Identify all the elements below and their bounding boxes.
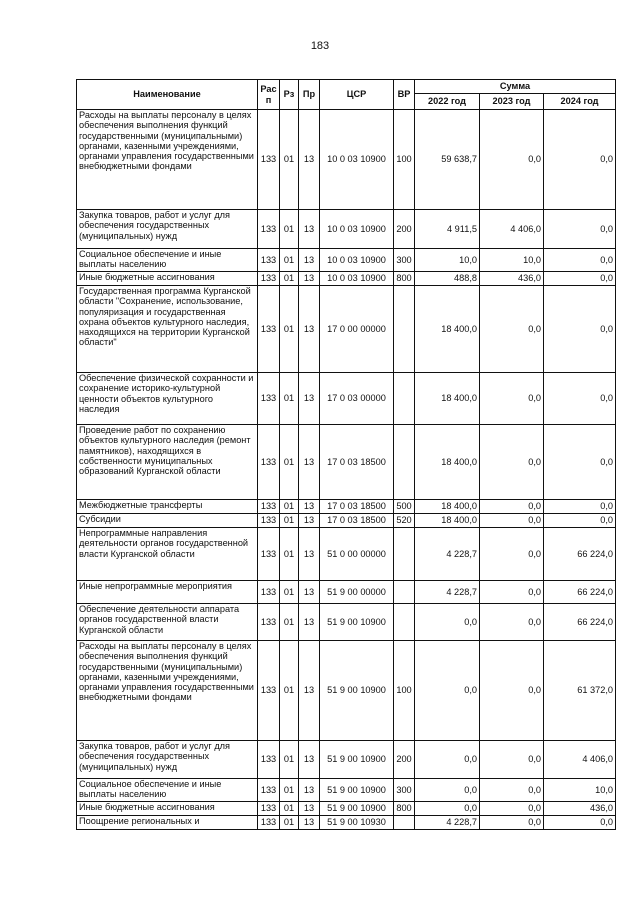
row-sum-2022: 18 400,0	[415, 373, 480, 425]
row-rz: 01	[280, 373, 299, 425]
row-sum-2023: 0,0	[480, 286, 544, 373]
row-pr: 13	[299, 604, 320, 641]
row-name: Иные бюджетные ассигнования	[77, 802, 258, 816]
row-sum-2023: 436,0	[480, 272, 544, 286]
table-row	[77, 425, 616, 500]
row-sum-2023: 0,0	[480, 581, 544, 604]
row-sum-2023: 0,0	[480, 500, 544, 514]
row-rasp: 133	[258, 581, 280, 604]
header-pr: Пр	[299, 80, 320, 110]
header-vr: ВР	[394, 80, 415, 110]
row-vr: 100	[394, 110, 415, 210]
table-row	[77, 604, 616, 641]
row-name: Социальное обеспечение и иные выплаты населению	[77, 779, 258, 802]
row-name: Иные бюджетные ассигнования	[77, 272, 258, 286]
row-vr	[394, 286, 415, 373]
row-sum-2023: 0,0	[480, 741, 544, 779]
row-rasp: 133	[258, 272, 280, 286]
row-pr: 13	[299, 286, 320, 373]
row-sum-2023: 0,0	[480, 514, 544, 528]
row-vr	[394, 373, 415, 425]
row-sum-2024: 66 224,0	[544, 604, 616, 641]
row-sum-2023: 0,0	[480, 779, 544, 802]
row-csr: 17 0 03 18500	[320, 500, 394, 514]
row-name: Закупка товаров, работ и услуг для обеспечения государственных (муниципальных) нужд	[77, 210, 258, 249]
row-sum-2024: 0,0	[544, 249, 616, 272]
row-sum-2023: 0,0	[480, 528, 544, 581]
table-row	[77, 373, 616, 425]
row-rasp: 133	[258, 373, 280, 425]
row-csr: 51 9 00 10900	[320, 641, 394, 741]
row-csr: 51 9 00 10900	[320, 779, 394, 802]
row-sum-2023: 0,0	[480, 110, 544, 210]
row-sum-2022: 10,0	[415, 249, 480, 272]
row-pr: 13	[299, 641, 320, 741]
header-2023: 2023 год	[480, 94, 544, 110]
row-rasp: 133	[258, 110, 280, 210]
row-vr: 800	[394, 802, 415, 816]
row-sum-2024: 436,0	[544, 802, 616, 816]
row-rasp: 133	[258, 425, 280, 500]
row-vr	[394, 816, 415, 830]
row-sum-2023: 0,0	[480, 816, 544, 830]
row-csr: 17 0 03 18500	[320, 514, 394, 528]
row-name: Проведение работ по сохранению объектов культурного наследия (ремонт памятников), находящихся в собственности муниципальных образований Курганской области	[77, 425, 258, 500]
row-sum-2023: 0,0	[480, 425, 544, 500]
row-rasp: 133	[258, 286, 280, 373]
row-pr: 13	[299, 272, 320, 286]
row-sum-2024: 0,0	[544, 816, 616, 830]
row-sum-2024: 0,0	[544, 286, 616, 373]
row-sum-2024: 0,0	[544, 210, 616, 249]
row-sum-2024: 0,0	[544, 425, 616, 500]
budget-table	[76, 79, 616, 830]
row-sum-2023: 0,0	[480, 373, 544, 425]
table-row	[77, 581, 616, 604]
row-sum-2024: 66 224,0	[544, 581, 616, 604]
row-csr: 10 0 03 10900	[320, 110, 394, 210]
row-name: Социальное обеспечение и иные выплаты населению	[77, 249, 258, 272]
row-sum-2024: 0,0	[544, 110, 616, 210]
row-rasp: 133	[258, 500, 280, 514]
row-rz: 01	[280, 816, 299, 830]
row-pr: 13	[299, 500, 320, 514]
row-pr: 13	[299, 249, 320, 272]
row-csr: 51 9 00 10930	[320, 816, 394, 830]
row-vr: 200	[394, 741, 415, 779]
row-rasp: 133	[258, 779, 280, 802]
row-pr: 13	[299, 816, 320, 830]
table-row	[77, 741, 616, 779]
row-sum-2024: 0,0	[544, 500, 616, 514]
row-rz: 01	[280, 272, 299, 286]
row-vr: 500	[394, 500, 415, 514]
row-sum-2022: 4 228,7	[415, 816, 480, 830]
row-vr: 200	[394, 210, 415, 249]
table-row	[77, 210, 616, 249]
row-sum-2024: 61 372,0	[544, 641, 616, 741]
table-row	[77, 528, 616, 581]
row-rasp: 133	[258, 741, 280, 779]
row-sum-2024: 0,0	[544, 514, 616, 528]
row-rz: 01	[280, 286, 299, 373]
row-csr: 51 0 00 00000	[320, 528, 394, 581]
row-rz: 01	[280, 779, 299, 802]
row-name: Субсидии	[77, 514, 258, 528]
row-pr: 13	[299, 741, 320, 779]
table-row	[77, 816, 616, 830]
row-sum-2022: 18 400,0	[415, 514, 480, 528]
row-rz: 01	[280, 210, 299, 249]
row-vr: 100	[394, 641, 415, 741]
table-row	[77, 286, 616, 373]
row-sum-2022: 4 911,5	[415, 210, 480, 249]
row-pr: 13	[299, 110, 320, 210]
row-pr: 13	[299, 210, 320, 249]
row-name: Государственная программа Курганской области "Сохранение, использование, популяризация и государственная охрана объектов культурного наследия, находящихся на территории Курганской области"	[77, 286, 258, 373]
row-sum-2022: 4 228,7	[415, 528, 480, 581]
row-rz: 01	[280, 500, 299, 514]
row-csr: 17 0 03 00000	[320, 373, 394, 425]
row-sum-2024: 66 224,0	[544, 528, 616, 581]
row-rasp: 133	[258, 641, 280, 741]
row-rz: 01	[280, 741, 299, 779]
header-csr: ЦСР	[320, 80, 394, 110]
row-rz: 01	[280, 249, 299, 272]
header-sum: Сумма	[415, 80, 616, 94]
row-vr: 300	[394, 779, 415, 802]
table-row	[77, 500, 616, 514]
table-row	[77, 514, 616, 528]
row-sum-2024: 0,0	[544, 373, 616, 425]
row-csr: 51 9 00 10900	[320, 802, 394, 816]
row-rz: 01	[280, 528, 299, 581]
row-name: Непрограммные направления деятельности органов государственной власти Курганской области	[77, 528, 258, 581]
header-name: Наименование	[77, 80, 258, 110]
row-sum-2022: 18 400,0	[415, 286, 480, 373]
row-name: Иные непрограммные мероприятия	[77, 581, 258, 604]
row-rasp: 133	[258, 802, 280, 816]
row-name: Закупка товаров, работ и услуг для обеспечения государственных (муниципальных) нужд	[77, 741, 258, 779]
row-pr: 13	[299, 514, 320, 528]
row-vr: 520	[394, 514, 415, 528]
row-sum-2023: 4 406,0	[480, 210, 544, 249]
row-sum-2024: 4 406,0	[544, 741, 616, 779]
row-rz: 01	[280, 110, 299, 210]
row-pr: 13	[299, 779, 320, 802]
row-rasp: 133	[258, 249, 280, 272]
table-row	[77, 249, 616, 272]
row-sum-2022: 0,0	[415, 604, 480, 641]
row-rz: 01	[280, 641, 299, 741]
row-vr	[394, 425, 415, 500]
row-rz: 01	[280, 802, 299, 816]
row-rasp: 133	[258, 514, 280, 528]
row-name: Обеспечение физической сохранности и сохранение историко-культурной ценности объектов культурного наследия	[77, 373, 258, 425]
row-pr: 13	[299, 581, 320, 604]
table-row	[77, 641, 616, 741]
row-sum-2023: 0,0	[480, 604, 544, 641]
header-rz: Рз	[280, 80, 299, 110]
row-pr: 13	[299, 425, 320, 500]
row-vr: 800	[394, 272, 415, 286]
row-vr	[394, 581, 415, 604]
row-csr: 10 0 03 10900	[320, 210, 394, 249]
table-row	[77, 110, 616, 210]
row-vr	[394, 528, 415, 581]
row-name: Поощрение региональных и	[77, 816, 258, 830]
row-pr: 13	[299, 528, 320, 581]
row-sum-2023: 0,0	[480, 802, 544, 816]
row-csr: 51 9 00 10900	[320, 604, 394, 641]
row-rz: 01	[280, 581, 299, 604]
row-sum-2022: 18 400,0	[415, 500, 480, 514]
row-sum-2022: 18 400,0	[415, 425, 480, 500]
page-number: 183	[310, 40, 330, 52]
row-rz: 01	[280, 425, 299, 500]
row-csr: 10 0 03 10900	[320, 272, 394, 286]
row-rasp: 133	[258, 528, 280, 581]
row-name: Межбюджетные трансферты	[77, 500, 258, 514]
row-sum-2022: 488,8	[415, 272, 480, 286]
row-rasp: 133	[258, 816, 280, 830]
row-vr: 300	[394, 249, 415, 272]
row-sum-2022: 0,0	[415, 641, 480, 741]
row-sum-2023: 10,0	[480, 249, 544, 272]
row-csr: 17 0 03 18500	[320, 425, 394, 500]
row-pr: 13	[299, 802, 320, 816]
row-rasp: 133	[258, 604, 280, 641]
row-sum-2022: 0,0	[415, 741, 480, 779]
row-csr: 10 0 03 10900	[320, 249, 394, 272]
row-rz: 01	[280, 514, 299, 528]
row-rz: 01	[280, 604, 299, 641]
row-vr	[394, 604, 415, 641]
table-row	[77, 779, 616, 802]
row-sum-2022: 4 228,7	[415, 581, 480, 604]
header-2022: 2022 год	[415, 94, 480, 110]
row-sum-2022: 0,0	[415, 802, 480, 816]
header-2024: 2024 год	[544, 94, 616, 110]
row-name: Расходы на выплаты персоналу в целях обеспечения выполнения функций государственными (муниципальными) органами, казенными учреждениями, органами управления государственными внебюджетными фондами	[77, 110, 258, 210]
row-rasp: 133	[258, 210, 280, 249]
table-row	[77, 272, 616, 286]
table-row	[77, 802, 616, 816]
row-sum-2024: 10,0	[544, 779, 616, 802]
row-pr: 13	[299, 373, 320, 425]
row-csr: 51 9 00 10900	[320, 741, 394, 779]
header-rasp: Рас п	[258, 80, 280, 110]
row-csr: 51 9 00 00000	[320, 581, 394, 604]
row-csr: 17 0 00 00000	[320, 286, 394, 373]
row-sum-2022: 0,0	[415, 779, 480, 802]
row-name: Обеспечение деятельности аппарата органов государственной власти Курганской области	[77, 604, 258, 641]
row-sum-2023: 0,0	[480, 641, 544, 741]
row-name: Расходы на выплаты персоналу в целях обеспечения выполнения функций государственными (муниципальными) органами, казенными учреждениями, органами управления государственными внебюджетными фондами	[77, 641, 258, 741]
row-sum-2024: 0,0	[544, 272, 616, 286]
row-sum-2022: 59 638,7	[415, 110, 480, 210]
